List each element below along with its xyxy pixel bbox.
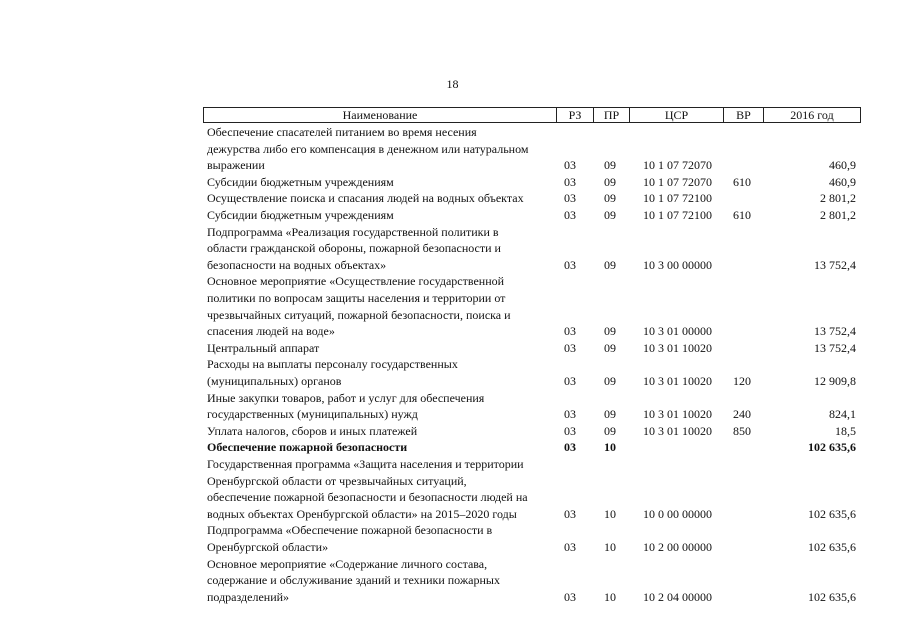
row-name [207,174,552,191]
row-rz: 03 [564,423,576,438]
row-name-line: Подпрограмма «Реализация государственной политики в [207,224,499,239]
row-name-line: Субсидии бюджетным учреждениям [207,174,394,189]
table-header [203,107,861,123]
table-row [0,340,905,357]
row-name [207,390,552,423]
row-amount: 13 752,4 [814,257,856,272]
row-amount: 102 635,6 [808,539,856,554]
row-name [207,356,552,389]
row-amount: 102 635,6 [808,440,856,455]
row-vr: 240 [733,407,751,422]
row-name-line: обеспечение пожарной безопасности и безопасности людей на [207,490,528,505]
row-name [207,224,552,274]
row-rz: 03 [564,539,576,554]
row-name [207,190,552,207]
row-rz: 03 [564,207,576,222]
row-name-line: Государственная программа «Защита населения и территории [207,456,524,471]
row-csr: 10 0 00 00000 [643,506,712,521]
row-name-line: Уплата налогов, сборов и иных платежей [207,423,418,438]
row-rz: 03 [564,191,576,206]
row-name-line: выражении [207,158,265,173]
row-name-line: Основное мероприятие «Содержание личного состава, [207,556,488,571]
row-csr: 10 1 07 72100 [643,207,712,222]
row-amount: 460,9 [829,158,856,173]
row-amount: 12 909,8 [814,373,856,388]
row-pr: 09 [604,158,616,173]
row-pr: 09 [604,373,616,388]
table-row [0,190,905,207]
row-name-line: безопасности на водных объектах» [207,257,387,272]
table-row [0,124,905,174]
row-amount: 2 801,2 [820,191,856,206]
row-vr: 610 [733,207,751,222]
table-row [0,390,905,423]
table-body [0,124,905,605]
row-amount: 824,1 [829,407,856,422]
row-amount: 102 635,6 [808,506,856,521]
row-pr: 09 [604,324,616,339]
page-number: 18 [446,77,459,91]
row-amount: 102 635,6 [808,589,856,604]
row-rz: 03 [564,373,576,388]
row-vr: 610 [733,174,751,189]
row-name-line: (муниципальных) органов [207,373,342,388]
table-row [0,522,905,555]
row-csr: 10 3 01 10020 [643,423,712,438]
table-row [0,207,905,224]
row-rz: 03 [564,440,576,455]
row-name [207,456,552,522]
row-name-line: Иные закупки товаров, работ и услуг для обеспечения [207,390,485,405]
row-rz: 03 [564,340,576,355]
row-name [207,522,552,555]
row-name-line: спасения людей на воде» [207,324,335,339]
row-name [207,423,552,440]
row-pr: 09 [604,423,616,438]
table-row [0,423,905,440]
row-amount: 2 801,2 [820,207,856,222]
row-amount: 13 752,4 [814,340,856,355]
row-amount: 13 752,4 [814,324,856,339]
row-pr: 10 [604,589,616,604]
row-pr: 09 [604,174,616,189]
row-name-line: содержание и обслуживание зданий и техники пожарных [207,573,500,588]
row-name-line: Обеспечение спасателей питанием во время несения [207,125,477,139]
row-vr: 120 [733,373,751,388]
row-csr: 10 3 01 10020 [643,407,712,422]
row-name [207,273,552,339]
row-name-line: чрезвычайных ситуаций, пожарной безопасности, поиска и [207,307,511,322]
row-name-line: государственных (муниципальных) нужд [207,407,418,422]
row-amount: 18,5 [835,423,856,438]
row-name-line: Субсидии бюджетным учреждениям [207,207,394,222]
row-name-line: водных объектах Оренбургской области» на 2015–2020 годы [207,506,517,521]
table-row [0,273,905,339]
row-name-line: Расходы на выплаты персоналу государственных [207,357,458,372]
row-rz: 03 [564,589,576,604]
row-csr: 10 3 01 00000 [643,324,712,339]
row-csr: 10 3 01 10020 [643,373,712,388]
row-pr: 09 [604,340,616,355]
row-csr: 10 3 00 00000 [643,257,712,272]
row-pr: 09 [604,207,616,222]
row-name [207,556,552,606]
row-name-line: Основное мероприятие «Осуществление государственной [207,274,505,289]
row-pr: 09 [604,407,616,422]
row-name [207,124,552,174]
row-name-line: политики по вопросам защиты населения и территории от [207,290,506,305]
row-pr: 10 [604,440,616,455]
row-csr: 10 1 07 72070 [643,158,712,173]
row-name-line: Оренбургской области от чрезвычайных ситуаций, [207,473,467,488]
row-pr: 09 [604,191,616,206]
row-name-line: Оренбургской области» [207,539,329,554]
table-row [0,439,905,456]
header-rz: РЗ [556,108,593,122]
row-rz: 03 [564,324,576,339]
row-rz: 03 [564,158,576,173]
header-csr: ЦСР [629,108,723,122]
row-csr: 10 2 00 00000 [643,539,712,554]
header-pr: ПР [593,108,629,122]
row-name [207,439,552,456]
row-name-line: дежурства либо его компенсация в денежном или натуральном [207,141,529,156]
row-name-line: подразделений» [207,589,290,604]
row-name [207,340,552,357]
table-row [0,224,905,274]
header-year: 2016 год [763,108,860,122]
table-row [0,174,905,191]
table-row [0,356,905,389]
table-row [0,556,905,606]
table-row [0,456,905,522]
row-pr: 10 [604,506,616,521]
row-name-line: Подпрограмма «Обеспечение пожарной безопасности в [207,523,493,538]
row-pr: 09 [604,257,616,272]
row-name-line: Обеспечение пожарной безопасности [207,440,408,455]
row-name-line: Центральный аппарат [207,340,320,355]
row-name-line: Осуществление поиска и спасания людей на водных объектах [207,191,524,206]
header-name: Наименование [342,108,418,122]
row-name-line: области гражданской обороны, пожарной безопасности и [207,241,501,256]
row-amount: 460,9 [829,174,856,189]
row-csr: 10 1 07 72070 [643,174,712,189]
row-rz: 03 [564,174,576,189]
row-pr: 10 [604,539,616,554]
row-rz: 03 [564,506,576,521]
row-rz: 03 [564,407,576,422]
row-csr: 10 1 07 72100 [643,191,712,206]
header-vr: ВР [723,108,763,122]
row-csr: 10 2 04 00000 [643,589,712,604]
row-vr: 850 [733,423,751,438]
row-csr: 10 3 01 10020 [643,340,712,355]
row-rz: 03 [564,257,576,272]
row-name [207,207,552,224]
